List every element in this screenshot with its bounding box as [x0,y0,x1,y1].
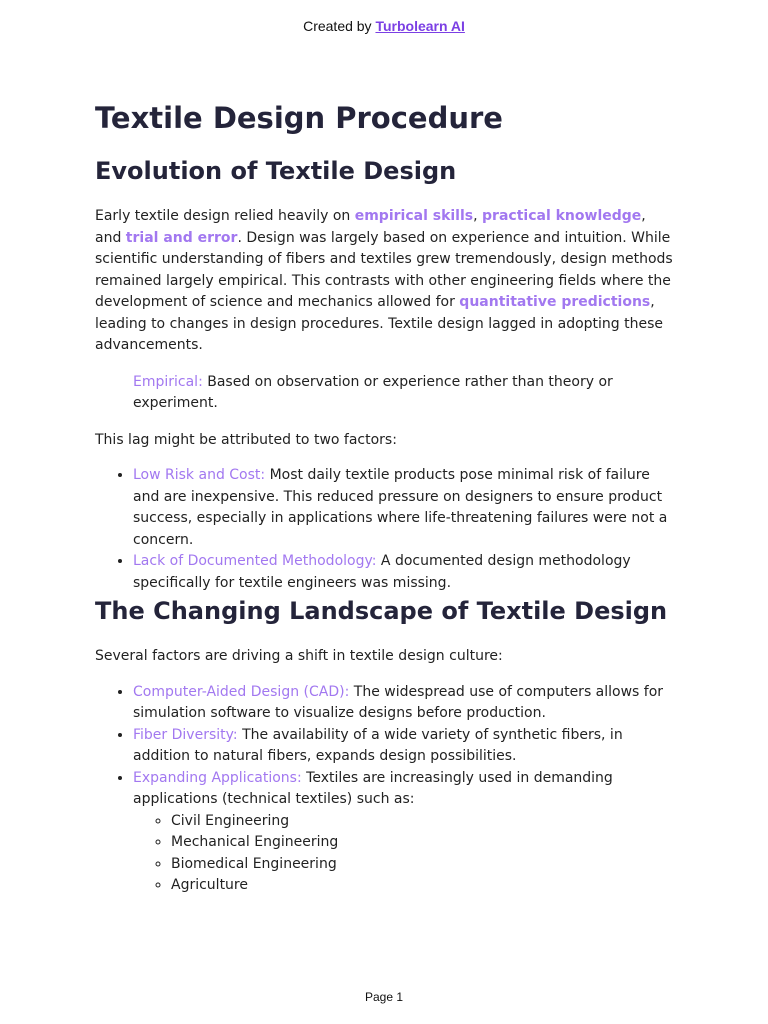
page-footer [0,990,768,1004]
paragraph-text: . Design was largely based on experience and intuition. While scientific understanding of fibers and textiles grew tremendously, design methods remained largely empirical. This contrasts with other engineering fields where the development of science and mechanics allowed for [95,229,673,310]
paragraph-text: , [473,208,483,224]
page-header [0,18,768,34]
list-item-text: Textiles are increasingly used in demanding applications (technical textiles) such as: [133,769,613,807]
list-item-text: The availability of a wide variety of synthetic fibers, in addition to natural fibers, expands design possibilities. [133,726,623,764]
evolution-paragraph [95,206,675,357]
page-title: Textile Design Procedure [95,101,503,135]
list-item [133,725,675,768]
changing-landscape-paragraph: Several factors are driving a shift in textile design culture: [95,648,503,664]
sublist-item: ◦ Biomedical Engineering [171,854,675,876]
list-item-text: Most daily textile products pose minimal risk of failure and are inexpensive. This reduced pressure on designers to ensure product success, especially in applications where life-threatening failures were not a concern. [133,467,668,548]
list-item [133,768,675,897]
list-item [133,465,675,551]
section-heading-evolution: Evolution of Textile Design [95,157,457,185]
sublist-item: ◦ Mechanical Engineering [171,832,675,854]
list-item-term: Lack of Documented Methodology: [133,553,377,569]
list-item-term: Expanding Applications: [133,769,302,786]
document-body [95,98,675,897]
created-by-text: Created by [303,18,376,34]
factors-list [95,465,675,594]
highlight-trial-and-error: trial and error [125,229,238,246]
list-item [133,682,675,725]
sublist-item: ◦ Civil Engineering [171,811,675,833]
list-item-text: The widespread use of computers allows for simulation software to visualize designs before production. [133,683,664,721]
highlight-quantitative-predictions: quantitative predictions [459,294,651,310]
definition-text: Based on observation or experience rather than theory or experiment. [133,373,613,411]
paragraph-text: , leading to changes in design procedures. Textile design lagged in adopting these advancements. [95,294,664,353]
list-item-text: A documented design methodology specifically for textile engineers was missing. [133,553,631,591]
lag-paragraph: This lag might be attributed to two factors: [95,431,397,448]
applications-sublist [133,811,675,897]
sublist-item: ◦ Agriculture [171,875,675,897]
list-item-term: Computer-Aided Design (CAD): [133,683,350,700]
highlight-practical-knowledge: practical knowledge [482,208,642,224]
paragraph-text: , and [95,208,646,246]
definition-term: Empirical: [133,373,203,390]
list-item-term: Fiber Diversity: [133,726,238,743]
drivers-list [95,682,675,897]
definition-blockquote [133,372,675,415]
turbolearn-link[interactable]: Turbolearn AI [375,18,465,34]
list-item [133,551,675,594]
page-number: Page 1 [364,990,404,1004]
section-heading-changing-landscape: The Changing Landscape of Textile Design [95,597,668,625]
highlight-empirical-skills: empirical skills [354,208,474,224]
paragraph-text: Early textile design relied heavily on [95,208,355,224]
list-item-term: Low Risk and Cost: [133,467,266,483]
